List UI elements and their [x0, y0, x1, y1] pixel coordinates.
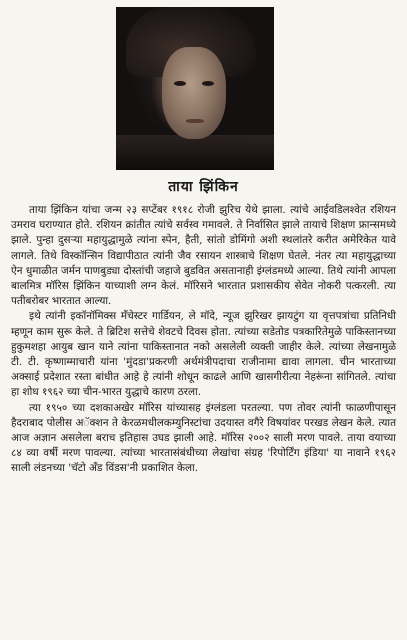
portrait-face	[162, 47, 226, 139]
portrait-shoulder	[116, 135, 274, 170]
article-title: ताया झिंकिन	[168, 179, 239, 195]
paragraph-1: ताया झिंकिन यांचा जन्म २३ सप्टेंबर १९१८ रोजी झुरिच येथे झाला. त्यांचे आईवडिलश्वेत रशियन उमराव घराण्यात होते. रशियन क्रांतीत त्यांचे सर्वस्व गमावले. ते निर्वासित झाले तायाचे शिक्षण फ्रान्समध्ये झाले. पुन्हा दुसऱ्या महायुद्धामुळे त्यांना स्पेन, हैती, सांतो डोमिंगो अशी स्थलांतरे करीत अमेरिकेत यावे लागले. तिथे विस्कॉन्सिन विद्यापीठात त्यांनी जैव रसायन शास्त्राचे शिक्षण घेतले. नंतर त्या महायुद्धाच्या ऐन धुमाळीत जर्मन पाणबुड्या दोस्तांची जहाजे बुडवित असतानाही इंग्लंडमध्ये आल्या. तिथे त्यांनी आपला बालमित्र मॉरिस झिंकिन याच्याशी लग्न केलं. मॉरिसने भारतात प्रशासकीय सेवेत नोकरी पत्करली. त्या पतीबरोबर भारतात आल्या.	[11, 204, 396, 308]
article-body	[11, 203, 396, 477]
paragraph-3: त्या १९५० च्या दशकाअखेर मॉरिस यांच्यासह इंग्लंडला परतल्या. पण तोवर त्यांनी फाळणीपासून हैदराबाद पोलीस अॅक्शन ते केरळमधीलकम्युनिस्टांचा उदयास्त वगैरे विषयांवर परखड लेखन केले. त्यात आज अज्ञान असलेला बराच इतिहास उघड झाली आहे. मॉरिस २००२ साली मरण पावले. ताया वयाच्या ८४ व्या वर्षी मरण पावल्या. त्यांच्या भारतासंबंधीच्या लेखांचा संग्रह 'रिपोर्टिंग इंडिया' या नावाने १९६२ साली लंडनच्या 'चॅटो अँड विंडस'नी प्रकाशित केला.	[11, 401, 396, 475]
portrait-left-eye	[174, 81, 186, 86]
portrait-mouth	[186, 119, 204, 123]
portrait-right-eye	[202, 81, 214, 86]
paragraph-2: इथे त्यांनी इकॉनॉमिक्स मँचेस्टर गार्डियन, ले मॉदे, न्यूज झुरिखर झायटुंग या वृत्तपत्रांचा प्रतिनिधी म्हणून काम सुरू केले. ते ब्रिटिश सत्तेचे शेवटचे दिवस होता. त्यांच्या सडेतोड पत्रकारितेमुळे पाकिस्तानच्या हुकुमशहा आयुब खान याने त्यांना पाकिस्तानात नको असलेली व्यक्ती जाहीर केले. त्यांच्या लेखनामुळे टी. टी. कृष्णाम्माचारी यांना 'मुंदडा'प्रकरणी अर्थमंत्रीपदाचा राजीनामा द्यावा लागला. चीन भारताच्या अक्साई प्रदेशात रस्ता बांधीत आहे हे त्यांनी शोधून काढले आणि खासगीरीत्या नेहरूंना सांगितले. त्यांचा हा शोध १९६२ च्या चीन-भारत युद्धाचे कारण ठरला.	[11, 310, 396, 399]
author-portrait-photo	[116, 7, 274, 170]
